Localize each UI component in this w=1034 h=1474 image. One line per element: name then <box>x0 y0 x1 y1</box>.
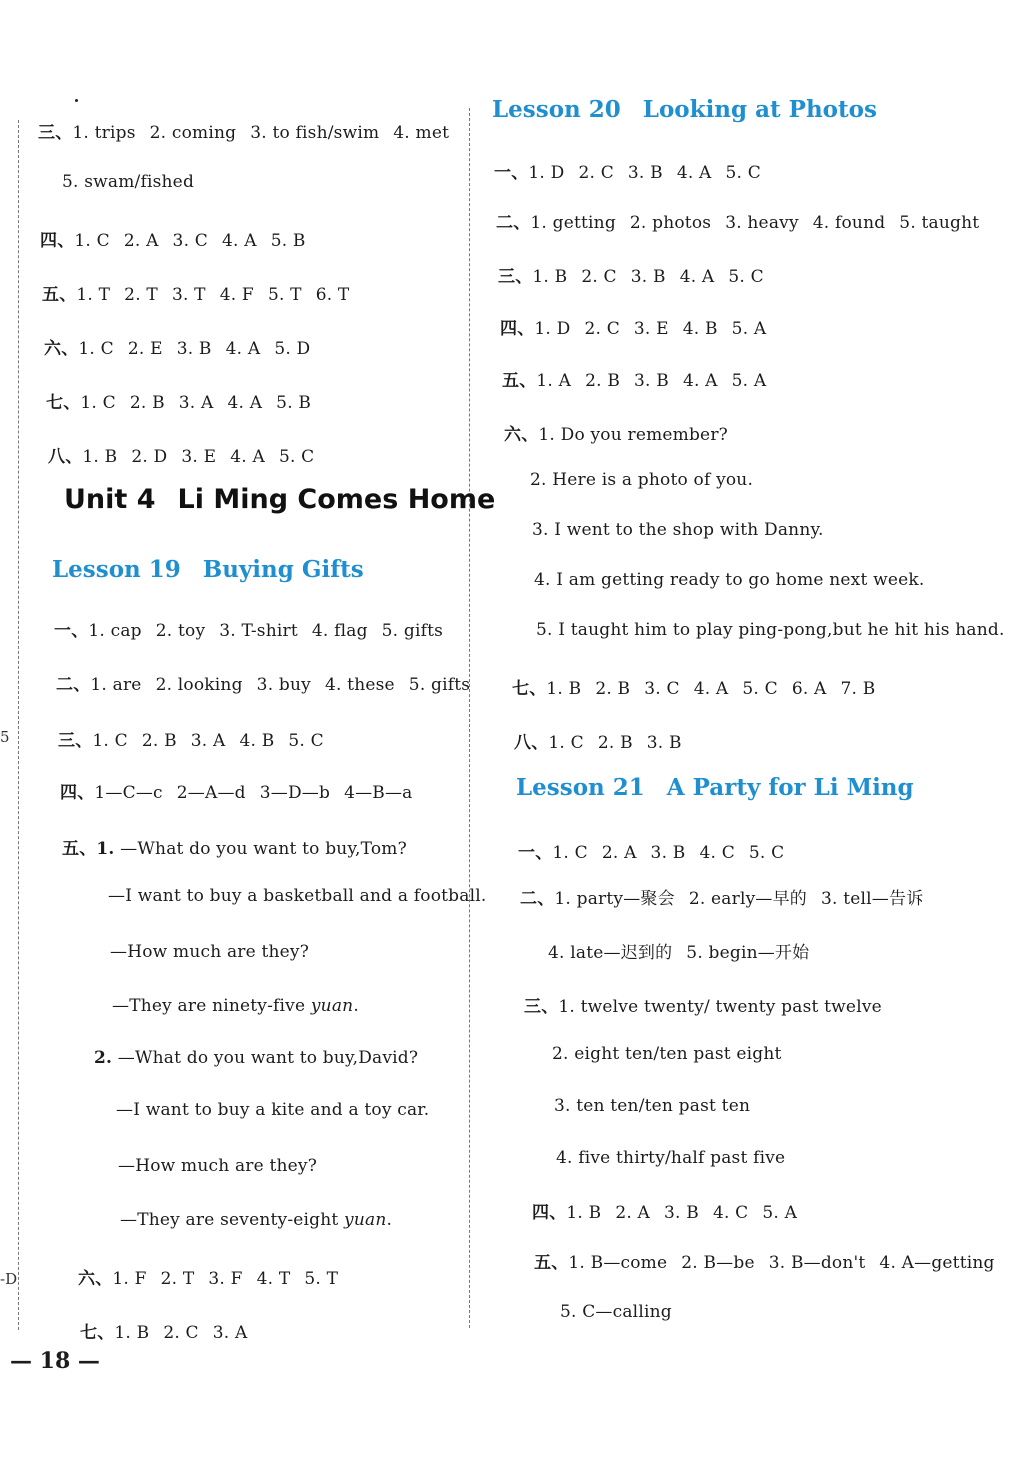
answer-row: 八、1. C 2. B 3. B <box>514 733 682 753</box>
time-line: 2. eight ten/ten past eight <box>552 1044 782 1064</box>
answer-row: 4. late—迟到的 5. begin—开始 <box>548 943 810 963</box>
lesson-19-title: Lesson 19 Buying Gifts <box>52 556 364 583</box>
answer-row: 四、1. C 2. A 3. C 4. A 5. B <box>40 231 306 251</box>
edge-mark: -D <box>0 1270 18 1288</box>
answer-row: 三、1. trips 2. coming 3. to fish/swim 4. met <box>38 123 450 143</box>
sentence-line: 4. I am getting ready to go home next week. <box>534 570 925 590</box>
dialog-line: —How much are they? <box>118 1156 318 1176</box>
answer-row: 三、1. C 2. B 3. A 4. B 5. C <box>58 731 324 751</box>
answer-row: 五、1. A 2. B 3. B 4. A 5. A <box>502 371 767 391</box>
answer-row: 二、1. getting 2. photos 3. heavy 4. found 5. taught <box>496 213 980 233</box>
answer-row: 四、1. B 2. A 3. B 4. C 5. A <box>532 1203 798 1223</box>
time-line: 4. five thirty/half past five <box>556 1148 786 1168</box>
dialog-line: 五、1. —What do you want to buy,Tom? <box>62 839 407 859</box>
answer-row: 三、1. B 2. C 3. B 4. A 5. C <box>498 267 764 287</box>
sentence-line: 3. I went to the shop with Danny. <box>532 520 824 540</box>
answer-row: 一、1. C 2. A 3. B 4. C 5. C <box>518 843 785 863</box>
answer-row: 四、1—C—c 2—A—d 3—D—b 4—B—a <box>60 783 413 803</box>
left-column-divider <box>18 120 19 1330</box>
dialog-line: —How much are they? <box>110 942 310 962</box>
dialog-line: —I want to buy a kite and a toy car. <box>116 1100 430 1120</box>
sentence-line: 六、1. Do you remember? <box>504 425 728 445</box>
lesson-20-title: Lesson 20 Looking at Photos <box>492 96 877 123</box>
unit-title: Unit 4 Li Ming Comes Home <box>64 484 496 515</box>
middle-column-divider <box>469 108 470 1328</box>
dialog-line: —They are ninety-five yuan. <box>112 996 359 1016</box>
answer-row: 七、1. B 2. C 3. A <box>80 1323 248 1343</box>
time-line: 三、1. twelve twenty/ twenty past twelve <box>524 997 882 1017</box>
answer-row: 四、1. D 2. C 3. E 4. B 5. A <box>500 319 767 339</box>
dialog-line: —I want to buy a basketball and a football. <box>108 886 487 906</box>
print-speck <box>75 99 78 102</box>
answer-row: 七、1. B 2. B 3. C 4. A 5. C 6. A 7. B <box>512 679 876 699</box>
answer-row: 二、1. are 2. looking 3. buy 4. these 5. gifts <box>56 675 471 695</box>
answer-row: 一、1. D 2. C 3. B 4. A 5. C <box>494 163 761 183</box>
answer-row: 一、1. cap 2. toy 3. T-shirt 4. flag 5. gifts <box>54 621 444 641</box>
answer-row: 五、1. B—come 2. B—be 3. B—don't 4. A—getting <box>534 1253 995 1273</box>
answer-row: 七、1. C 2. B 3. A 4. A 5. B <box>46 393 312 413</box>
answer-row: 五、1. T 2. T 3. T 4. F 5. T 6. T <box>42 285 350 305</box>
answer-row: 八、1. B 2. D 3. E 4. A 5. C <box>48 447 315 467</box>
answer-row: 5. C—calling <box>560 1302 672 1322</box>
dialog-line: 2. —What do you want to buy,David? <box>94 1048 419 1068</box>
edge-mark: 5 <box>0 728 10 746</box>
page-number: — 18 — <box>10 1348 100 1374</box>
dialog-line: —They are seventy-eight yuan. <box>120 1210 393 1230</box>
sentence-line: 5. I taught him to play ping-pong,but he hit his hand. <box>536 620 1005 640</box>
answer-row: 二、1. party—聚会 2. early—早的 3. tell—告诉 <box>520 889 924 909</box>
answer-row: 5. swam/fished <box>62 172 195 192</box>
lesson-21-title: Lesson 21 A Party for Li Ming <box>516 774 914 801</box>
sentence-line: 2. Here is a photo of you. <box>530 470 754 490</box>
answer-row: 六、1. F 2. T 3. F 4. T 5. T <box>78 1269 339 1289</box>
time-line: 3. ten ten/ten past ten <box>554 1096 751 1116</box>
answer-row: 六、1. C 2. E 3. B 4. A 5. D <box>44 339 311 359</box>
